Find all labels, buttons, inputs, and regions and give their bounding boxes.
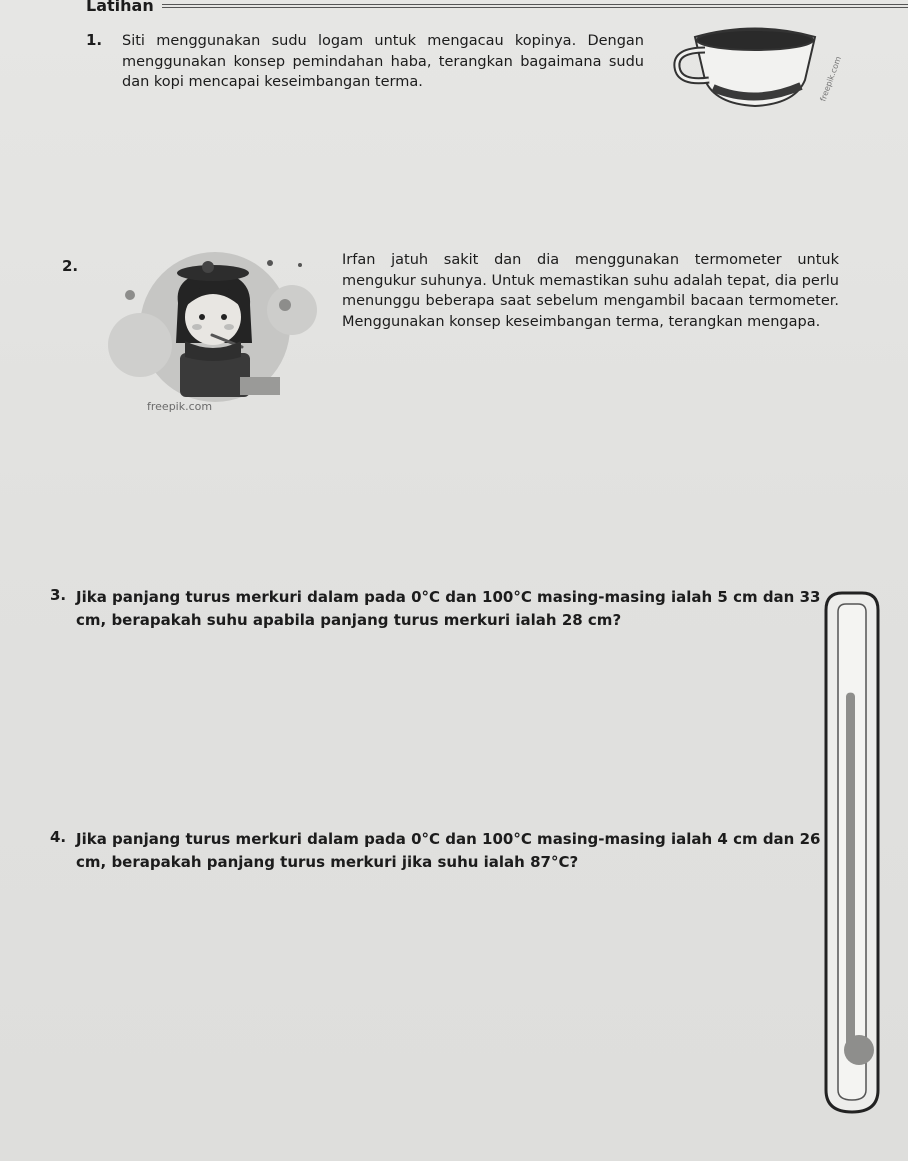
image-credit: freepik.com [147, 400, 213, 413]
question-3-number: 3. [50, 586, 67, 604]
thermometer-icon [818, 590, 893, 1120]
coffee-cup-icon [665, 22, 845, 122]
question-4-text: Jika panjang turus merkuri dalam pada 0°C dan 100°C masing-masing ialah 4 cm dan 26 cm, berapakah panjang turus merkuri jika suhu ialah 87°C? [76, 830, 821, 871]
svg-text:freepik.com: freepik.com [818, 55, 844, 103]
question-3-text: Jika panjang turus merkuri dalam pada 0°C dan 100°C masing-masing ialah 5 cm dan 33 cm, berapakah suhu apabila panjang turus merkuri ialah 28 cm? [76, 588, 821, 629]
question-4-number: 4. [50, 828, 67, 846]
question-1-number: 1. [86, 31, 103, 49]
sick-person-icon [100, 245, 335, 405]
worksheet-heading: Latihan [86, 0, 154, 15]
question-2-number: 2. [62, 257, 79, 275]
question-2-text: Irfan jatuh sakit dan dia menggunakan termometer untuk mengukur suhunya. Untuk memastikan suhu adalah tepat, dia perlu menunggu beberapa saat sebelum mengambil bacaan termometer. Menggunakan konsep keseimbangan terma, terangkan mengapa. [342, 252, 839, 330]
question-1-text: Siti menggunakan sudu logam untuk mengacau kopinya. Dengan menggunakan konsep pemindahan haba, terangkan bagaimana sudu dan kopi mencapai keseimbangan terma. [122, 33, 644, 90]
mercury-column [846, 693, 855, 1060]
heading-rule [162, 4, 908, 8]
